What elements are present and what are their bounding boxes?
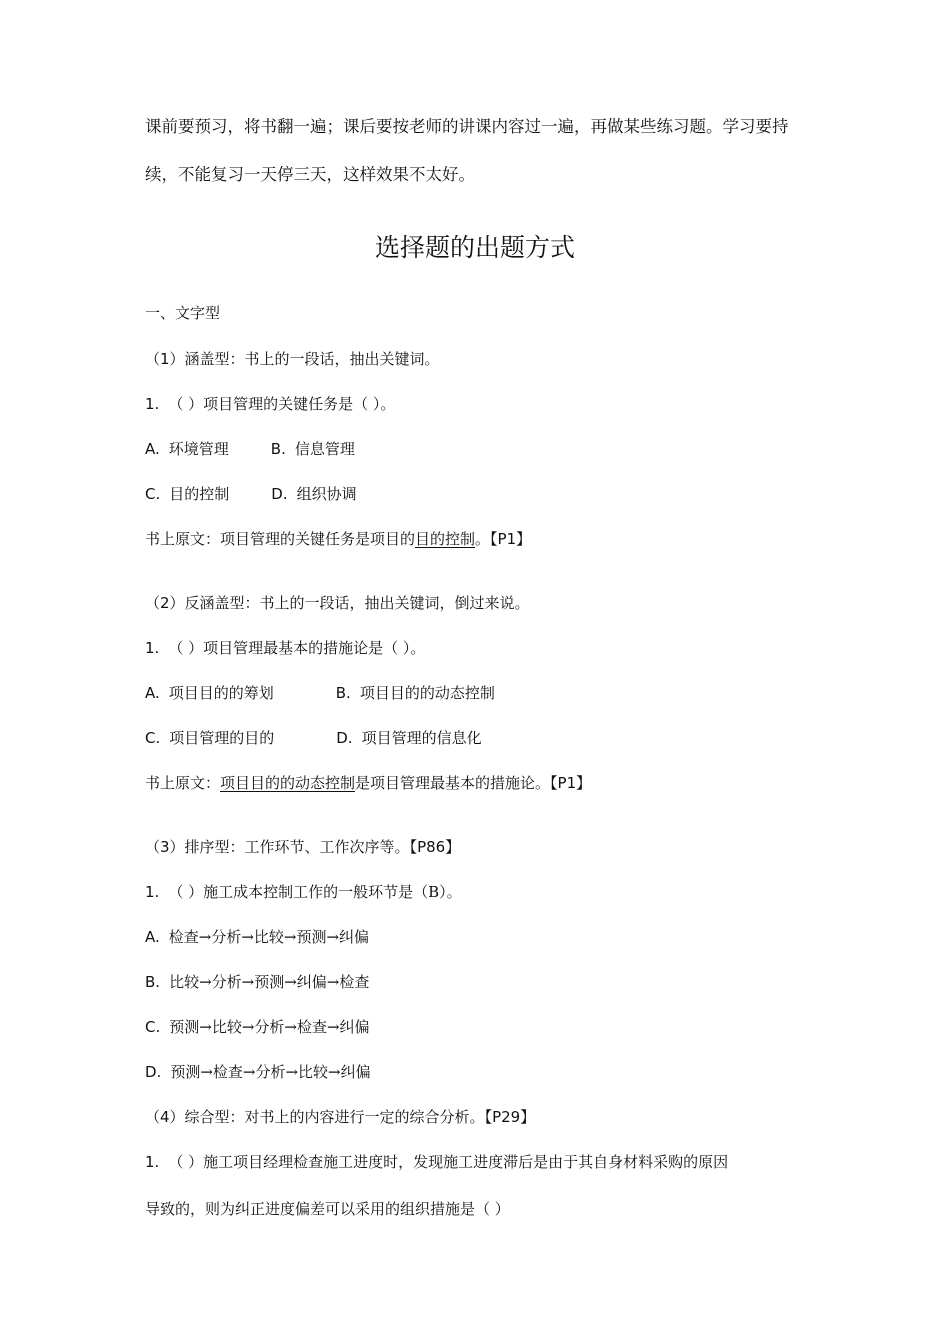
- option-text: 预测→比较→分析→检查→纠偏: [169, 1018, 370, 1036]
- option-letter: C.: [145, 485, 161, 503]
- question-stem: [145, 394, 395, 414]
- source-prefix: 书上原文：: [145, 774, 221, 792]
- intro-line-2: 续，不能复习一天停三天，这样效果不太好。: [145, 165, 475, 184]
- question-type-line: [145, 1107, 535, 1127]
- question-number: 1.: [145, 1153, 160, 1171]
- option-letter: C.: [145, 1018, 161, 1036]
- question-type-label: （1）涵盖型：: [145, 350, 245, 368]
- source-suffix: 是项目管理最基本的措施论。: [355, 774, 551, 792]
- option-text: 项目目的的动态控制: [359, 684, 495, 702]
- option-text: 组织协调: [296, 485, 357, 503]
- option-row: [145, 683, 495, 703]
- intro-line-1: 课前要预习，将书翻一遍；课后要按老师的讲课内容过一遍，再做某些练习题。学习要持: [145, 117, 789, 136]
- source-keyword: 项目目的的动态控制: [220, 774, 356, 792]
- question-type-desc: 书上的一段话，抽出关键词。: [244, 350, 440, 368]
- page-title: 选择题的出题方式: [374, 233, 575, 262]
- option-letter: D.: [271, 485, 288, 503]
- option-text: 信息管理: [294, 440, 355, 458]
- source-keyword: 目的控制: [415, 530, 476, 548]
- question-text: （ ）项目管理的关键任务是（ ）。: [168, 395, 396, 413]
- option-letter: B.: [145, 973, 161, 991]
- option-row: [145, 728, 482, 748]
- question-stem: [145, 882, 462, 902]
- question-type-line: [145, 349, 440, 369]
- question-text: （ ）施工项目经理检查施工进度时，发现施工进度滞后是由于其自身材料采购的原因: [168, 1153, 729, 1171]
- option-text: 项目管理的目的: [169, 729, 275, 747]
- source-suffix: 。: [475, 530, 491, 548]
- option-row: [145, 484, 357, 504]
- question-type-line: [145, 837, 460, 857]
- option-text: 检查→分析→比较→预测→纠偏: [168, 928, 370, 946]
- option-row: [145, 972, 369, 992]
- question-type-label: （4）综合型：: [145, 1108, 245, 1126]
- question-number: 1.: [145, 639, 160, 657]
- option-row: [145, 1062, 371, 1082]
- option-text: 项目目的的筹划: [168, 684, 274, 702]
- question-number: 1.: [145, 395, 160, 413]
- section-heading: 一、文字型: [145, 304, 221, 322]
- page-reference: 【P29】: [484, 1108, 536, 1126]
- option-letter: A.: [145, 928, 160, 946]
- page-reference: 【P1】: [490, 530, 532, 548]
- source-quote: [145, 773, 591, 793]
- question-stem: [145, 1152, 728, 1172]
- option-row: [145, 439, 355, 459]
- question-text: （ ）项目管理最基本的措施论是（ ）。: [168, 639, 426, 657]
- source-quote: [145, 529, 531, 549]
- option-text: 目的控制: [169, 485, 230, 503]
- question-type-desc: 对书上的内容进行一定的综合分析。: [244, 1108, 485, 1126]
- question-type-line: [145, 593, 530, 613]
- option-text: 项目管理的信息化: [361, 729, 482, 747]
- question-number: 1.: [145, 883, 160, 901]
- page-reference: 【P1】: [550, 774, 592, 792]
- option-letter: B.: [270, 440, 286, 458]
- option-letter: C.: [145, 729, 161, 747]
- option-row: [145, 927, 369, 947]
- option-row: [145, 1017, 370, 1037]
- question-stem: [145, 638, 425, 658]
- question-type-label: （2）反涵盖型：: [145, 594, 260, 612]
- question-text-continued: 导致的，则为纠正进度偏差可以采用的组织措施是（ ）: [145, 1200, 510, 1218]
- option-letter: D.: [145, 1063, 162, 1081]
- option-letter: A.: [145, 440, 160, 458]
- option-text: 比较→分析→预测→纠偏→检查: [169, 973, 370, 991]
- page-reference: 【P86】: [409, 838, 461, 856]
- question-type-desc: 书上的一段话，抽出关键词，倒过来说。: [259, 594, 530, 612]
- question-type-label: （3）排序型：: [145, 838, 245, 856]
- question-text: （ ）施工成本控制工作的一般环节是（B）。: [168, 883, 462, 901]
- option-letter: A.: [145, 684, 160, 702]
- option-letter: D.: [336, 729, 353, 747]
- option-letter: B.: [335, 684, 351, 702]
- option-text: 预测→检查→分析→比较→纠偏: [170, 1063, 371, 1081]
- source-prefix: 书上原文：项目管理的关键任务是项目的: [145, 530, 416, 548]
- option-text: 环境管理: [168, 440, 229, 458]
- question-type-desc: 工作环节、工作次序等。: [244, 838, 410, 856]
